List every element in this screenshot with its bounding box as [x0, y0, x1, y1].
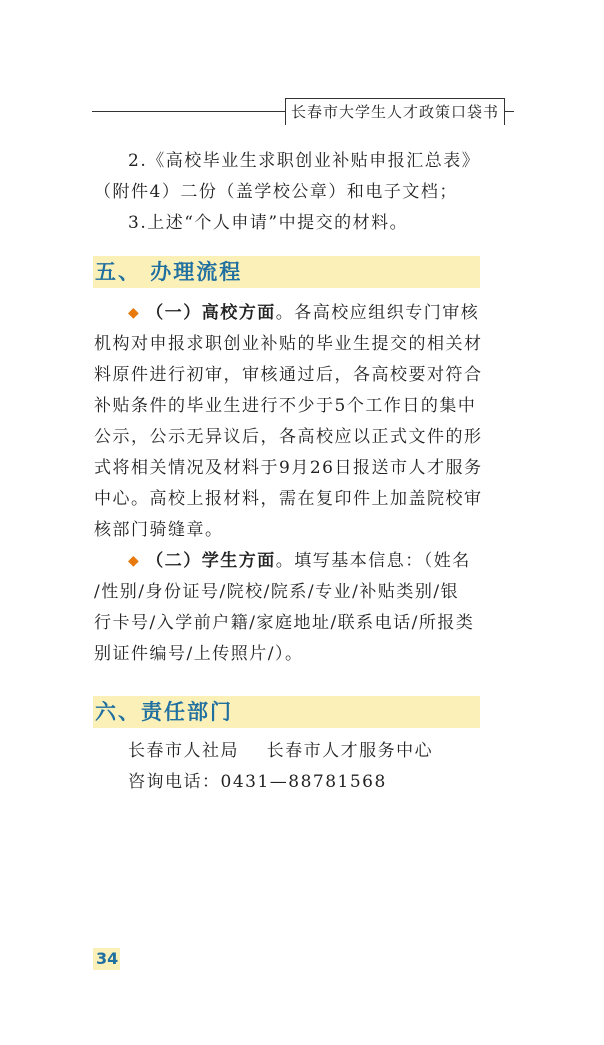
- paragraph-line: 机构对申报求职创业补贴的毕业生提交的相关材: [94, 334, 483, 354]
- paragraph-line: 别证件编号/上传照片/）。: [94, 644, 304, 664]
- section-title: 六、责任部门: [95, 700, 233, 724]
- header-title: 长春市大学生人才政策口袋书: [285, 98, 505, 125]
- paragraph-text: 。填写基本信息：（姓名: [275, 551, 471, 571]
- sub-title-school: （一）高校方面: [146, 303, 276, 323]
- section-heading-process: [93, 256, 480, 288]
- list-item-continuation: （附件4）二份（盖学校公章）和电子文档；: [94, 182, 458, 202]
- department-body: [94, 736, 522, 798]
- paragraph-line: 料原件进行初审，审核通过后，各高校要对符合: [94, 365, 483, 385]
- attachment-list: [94, 146, 522, 239]
- section-heading-department: [93, 696, 480, 728]
- running-header: [92, 96, 514, 126]
- paragraph-line: 中心。高校上报材料，需在复印件上加盖院校审: [94, 489, 483, 509]
- paragraph-school-first-line: [94, 298, 522, 329]
- page-number: 34: [96, 949, 119, 968]
- diamond-icon: ◆: [128, 305, 141, 321]
- list-item: 3.上述“个人申请”中提交的材料。: [128, 213, 409, 233]
- section-title: 五、 办理流程: [95, 260, 243, 284]
- paragraph-line: 核部门骑缝章。: [94, 520, 224, 540]
- page-number-badge: [93, 948, 120, 970]
- diamond-icon: ◆: [128, 553, 141, 569]
- paragraph-line: 行卡号/入学前户籍/家庭地址/联系电话/所报类: [94, 613, 475, 633]
- paragraph-line: /性别/身份证号/院校/院系/专业/补贴类别/银: [94, 582, 460, 602]
- paragraph-line: 公示，公示无异议后，各高校应以正式文件的形: [94, 427, 483, 447]
- paragraph-line: 补贴条件的毕业生进行不少于5个工作日的集中: [94, 396, 477, 416]
- phone-text: 咨询电话：0431—88781568: [128, 772, 387, 792]
- paragraph-line: 式将相关情况及材料于9月26日报送市人才服务: [94, 458, 483, 478]
- process-body: [94, 298, 522, 670]
- paragraph-student-first-line: [94, 546, 522, 577]
- sub-title-student: （二）学生方面: [146, 551, 276, 571]
- paragraph-text: 。各高校应组织专门审核: [275, 303, 480, 323]
- departments-text: 长春市人社局 长春市人才服务中心: [128, 741, 434, 761]
- list-item: 2.《高校毕业生求职创业补贴申报汇总表》: [128, 151, 481, 171]
